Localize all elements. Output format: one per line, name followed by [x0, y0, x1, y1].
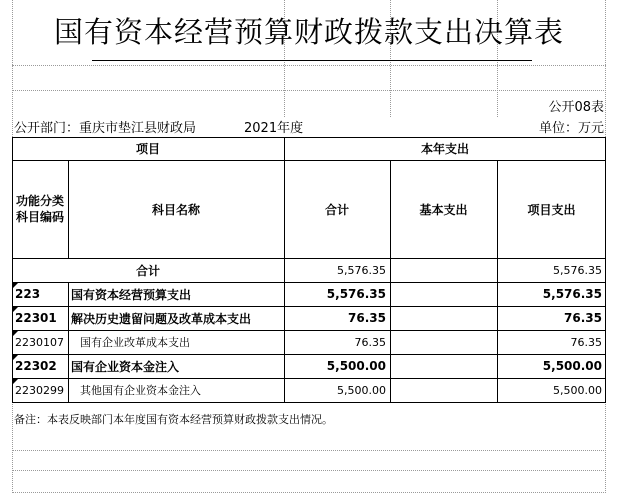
unit-label: 单位：万元: [538, 121, 604, 136]
row-code: 22301: [15, 311, 57, 325]
grid-line: [12, 470, 606, 471]
row-total: 76.35: [348, 311, 386, 325]
header-func-code: [12, 160, 68, 258]
row-name: 国有企业资本金注入: [71, 359, 180, 374]
form-code: 公开08表: [548, 100, 604, 115]
header-total: 合计: [324, 202, 349, 217]
row-code: 2230299: [15, 383, 64, 397]
cell-marker-icon: [13, 283, 18, 288]
year-label: 2021年度: [244, 121, 304, 136]
row-basic: [390, 354, 497, 378]
row-total: 5,500.00: [337, 383, 386, 397]
report-sheet: [12, 0, 606, 493]
header-func-code-line1: 功能分类: [15, 194, 64, 208]
row-total: 76.35: [354, 335, 386, 349]
grid-line: [12, 65, 606, 66]
title-underline: [92, 60, 532, 61]
header-annual-expenditure: 本年支出: [420, 142, 469, 156]
row-code: 22302: [15, 359, 57, 373]
row-basic: [390, 306, 497, 330]
total-project: 5,576.35: [553, 263, 602, 277]
row-project: 76.35: [570, 335, 602, 349]
grid-line: [12, 450, 606, 451]
row-basic: [390, 378, 497, 402]
table-border: [12, 402, 606, 403]
cell-marker-icon: [13, 379, 18, 384]
row-project: 76.35: [564, 311, 602, 325]
row-code: 223: [15, 287, 41, 301]
row-project: 5,500.00: [542, 359, 602, 373]
header-subject-name: 科目名称: [151, 202, 200, 217]
row-basic: [390, 330, 497, 354]
row-name: 解决历史遗留问题及改革成本支出: [71, 311, 252, 326]
cell-marker-icon: [13, 355, 18, 360]
grid-line: [12, 90, 606, 91]
row-name: 国有资本经营预算支出: [71, 287, 192, 302]
footnote: 备注：本表反映部门本年度国有资本经营预算财政拨款支出情况。: [14, 413, 333, 426]
header-basic: 基本支出: [419, 202, 468, 217]
meta-row: [12, 117, 606, 137]
cell-marker-icon: [13, 331, 18, 336]
header-project-expense: 项目支出: [527, 202, 576, 217]
row-basic: [390, 282, 497, 306]
row-code: 2230107: [15, 335, 64, 349]
row-total: 5,500.00: [326, 359, 386, 373]
row-name: 国有企业改革成本支出: [80, 336, 190, 349]
header-func-code-line2: 科目编码: [15, 210, 64, 224]
report-title: 国有资本经营预算财政拨款支出决算表: [53, 15, 564, 49]
department-label: 公开部门：重庆市垫江县财政局: [14, 121, 197, 136]
row-project: 5,576.35: [542, 287, 602, 301]
row-name: 其他国有企业资本金注入: [80, 384, 201, 397]
total-total: 5,576.35: [337, 263, 386, 277]
row-project: 5,500.00: [553, 383, 602, 397]
total-basic: [390, 258, 497, 282]
header-project: 项目: [135, 142, 160, 156]
total-label: 合计: [135, 263, 160, 278]
row-total: 5,576.35: [326, 287, 386, 301]
cell-marker-icon: [13, 307, 18, 312]
